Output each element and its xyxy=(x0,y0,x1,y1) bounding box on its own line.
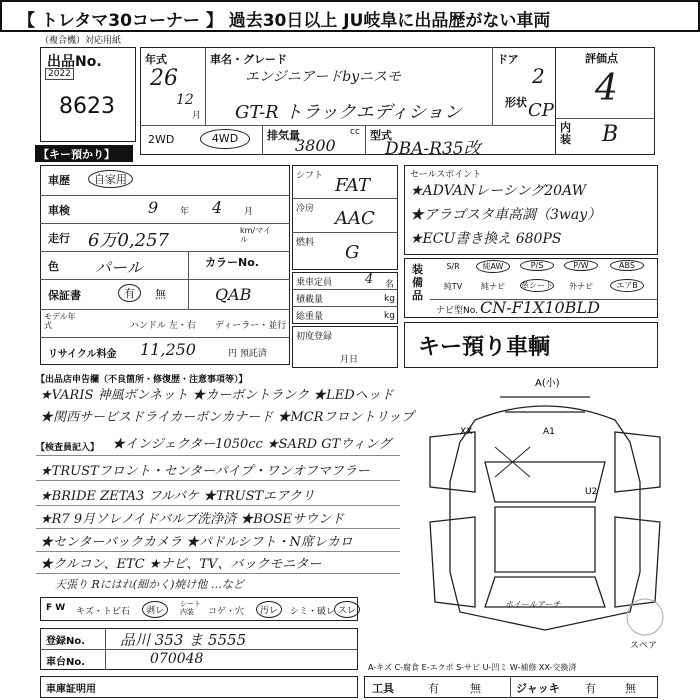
ac-value: AAC xyxy=(335,208,375,229)
lot-number: 8623 xyxy=(59,94,115,119)
gross-unit: kg xyxy=(384,311,395,321)
name-label: 車名・グレード xyxy=(210,53,287,66)
car-body-outline xyxy=(450,406,640,630)
warranty-yes: 有 xyxy=(118,284,141,302)
tools-label: 工具 xyxy=(372,682,394,695)
cond-peel: 剥レ xyxy=(142,601,168,618)
tools-box xyxy=(364,676,658,698)
bottom-mark: ホイールアーチ xyxy=(505,600,561,609)
lot-box xyxy=(40,47,136,142)
displacement-label: 排気量 xyxy=(267,129,300,142)
inspector-line-2: ★BRIDE ZETA3 フルバケ ★TRUSTエアクリ xyxy=(40,489,315,504)
info-label: 【出品店申告欄（不良箇所・修復歴・注意事項等）】 xyxy=(36,375,248,385)
inspector-label: 【検査員記入】 xyxy=(36,443,100,453)
fuel-label: 燃料 xyxy=(296,238,315,248)
navi-model: CN-F1X10BLD xyxy=(480,298,600,317)
key-badge: 【キー預かり】 xyxy=(35,145,133,162)
ac-label: 冷房 xyxy=(296,204,315,214)
equipment-label: 装備品 xyxy=(412,263,423,302)
top-note: （複合機）対応用紙 xyxy=(40,36,122,46)
color-label: 色 xyxy=(48,260,59,273)
year-label: 年式 xyxy=(145,53,167,66)
name-line2: GT-R トラックエディション xyxy=(235,102,462,123)
equip-airbag: エアB xyxy=(610,279,644,292)
shaken-year: 9 xyxy=(148,198,159,217)
info-line-1: ★VARIS 神風ボンネット ★カーボントランク ★LEDヘッド xyxy=(40,388,394,403)
inspector-line-6: 天張り Rにはれ(細かく)焼け他 …など xyxy=(55,578,244,591)
cert-label: 車庫証明用 xyxy=(46,684,96,695)
u2-mark: U2 xyxy=(585,487,598,497)
equip-pw: P/W xyxy=(564,260,598,271)
inspector-line-4: ★センターバックカメラ ★パドルシフト・N席レカロ xyxy=(40,535,353,550)
shift-label: シフト xyxy=(296,171,324,181)
a1-mark: A1 xyxy=(543,427,555,437)
sales-item-3: ★ECU書き換え 680PS xyxy=(410,231,562,247)
top-mark: A(小) xyxy=(535,378,560,389)
capacity-label: 乗車定員 xyxy=(296,278,333,288)
model-value: DBA-R35改 xyxy=(385,139,481,159)
left-front-panel xyxy=(430,432,475,492)
mileage-value: 6万0,257 xyxy=(88,230,169,251)
chassis-label: 車台No. xyxy=(46,657,86,668)
equip-tv: 純TV xyxy=(443,282,463,291)
cond-seat: シート内装 xyxy=(180,600,201,616)
header-bar xyxy=(0,0,700,32)
year-tag: 2022 xyxy=(45,68,74,80)
recycle-amount: 11,250 xyxy=(140,340,196,359)
cond-scuff: スレ xyxy=(334,601,360,618)
history-label: 車歴 xyxy=(48,174,70,187)
color-no-value: QAB xyxy=(215,285,252,304)
first-reg-unit: 月日 xyxy=(340,355,359,365)
capacity-unit: 名 xyxy=(385,280,395,290)
chassis-value: 070048 xyxy=(150,651,204,667)
right-front-panel xyxy=(615,432,660,492)
color-value: パール xyxy=(95,258,143,277)
cond-stain: シミ・破レ xyxy=(290,607,336,617)
tools-yes: 有 xyxy=(428,682,439,695)
equip-abs: ABS xyxy=(610,260,644,271)
shaken-label: 車検 xyxy=(48,204,70,217)
score-value: 4 xyxy=(595,68,618,109)
color-no-label: カラーNo. xyxy=(205,256,259,269)
door-value: 2 xyxy=(532,64,545,88)
spare-circle xyxy=(627,599,663,635)
plate-label: 登録No. xyxy=(46,636,86,647)
history-value: 自家用 xyxy=(88,170,133,188)
score-label: 評価点 xyxy=(585,52,618,65)
sales-item-2: ★アラゴスタ車高調（3way） xyxy=(410,207,602,223)
cond-burn: コゲ・穴 xyxy=(208,607,245,617)
shaken-year-unit: 年 xyxy=(180,207,190,217)
handle-label: ハンドル 左・右 xyxy=(130,321,196,331)
fuel-value: G xyxy=(345,242,360,263)
tools-no: 無 xyxy=(470,682,481,695)
equip-ext-navi: 外ナビ xyxy=(569,282,593,291)
shape-label: 形状 xyxy=(505,96,527,109)
roof xyxy=(495,507,595,572)
mileage-label: 走行 xyxy=(48,232,70,245)
info-line-2: ★関西サービスドライカーボンカナード ★MCRフロントリップ xyxy=(40,410,414,425)
shaken-month-unit: 月 xyxy=(244,207,254,217)
equip-aw: 純AW xyxy=(476,260,510,273)
jack-label: ジャッキ xyxy=(516,682,560,695)
sales-label: セールスポイント xyxy=(410,170,482,180)
shape-value: CP xyxy=(528,100,554,121)
drive-2wd: 2WD xyxy=(148,133,175,146)
cond-dirt: 汚レ xyxy=(256,601,282,618)
cond-scratch: キズ・トビ石 xyxy=(76,607,130,617)
warranty-label: 保証書 xyxy=(48,289,81,302)
inspector-line-1: ★TRUSTフロント・センターパイプ・ワンオフマフラー xyxy=(40,464,370,479)
name-line1: エンジニアードbyニスモ xyxy=(245,69,402,85)
legend: A-キズ C-腐食 E-エクボ S-サビ U-凹ミ W-補修 XX-交換済 xyxy=(368,663,577,672)
navi-label: ナビ型No. xyxy=(436,306,478,316)
header-title: 【 トレタマ30コーナー 】 過去30日以上 JU岐阜に出品歴がない車両 xyxy=(18,11,551,31)
first-reg-label: 初度登録 xyxy=(296,332,333,342)
dealer-label: ディーラー・並行 xyxy=(215,321,287,331)
key-note: キー預り車輌 xyxy=(418,335,551,360)
month-value: 12 xyxy=(176,92,194,108)
interior-label: 内装 xyxy=(560,121,571,146)
equip-sr: S/R xyxy=(446,262,460,271)
jack-no: 無 xyxy=(625,682,636,695)
load-label: 積載量 xyxy=(296,295,324,305)
warranty-no: 無 xyxy=(155,288,166,301)
recycle-label: リサイクル料金 xyxy=(48,349,117,360)
recycle-unit: 円 預託済 xyxy=(228,349,267,359)
inspector-line-3: ★R7 9月ソレノイドバルブ洗浄済 ★BOSEサウンド xyxy=(40,512,345,527)
sales-item-1: ★ADVANレーシング20AW xyxy=(410,183,586,199)
inspector-top: ★インジェクター1050cc ★SARD GTウィング xyxy=(112,437,392,452)
model-label: 型式 xyxy=(370,129,392,142)
interior-value: B xyxy=(602,122,619,147)
car-diagram xyxy=(405,372,695,652)
drive-4wd: 4WD xyxy=(200,129,250,149)
displacement-value: 3800 xyxy=(295,136,336,155)
condition-label: F W xyxy=(46,603,66,613)
jack-yes: 有 xyxy=(585,682,596,695)
equip-leather: 革シート xyxy=(521,281,553,290)
inspector-line-5: ★クルコン、ETC ★ナビ、TV、バックモニター xyxy=(40,557,322,572)
left-rear-panel xyxy=(430,517,475,607)
spare-label: スペア xyxy=(630,641,658,651)
xx-mark: XX xyxy=(460,427,473,437)
shaken-month: 4 xyxy=(212,198,223,217)
month-unit: 月 xyxy=(192,111,202,121)
equip-navi: 純ナビ xyxy=(481,282,505,291)
gross-label: 総重量 xyxy=(296,312,324,322)
year-value: 26 xyxy=(150,66,178,91)
capacity-value: 4 xyxy=(365,272,374,287)
shift-value: FAT xyxy=(335,175,370,196)
right-rear-panel xyxy=(615,517,660,607)
plate-value: 品川 353 ま 5555 xyxy=(120,631,247,649)
equip-ps: P/S xyxy=(520,260,554,271)
cc-unit: cc xyxy=(350,127,360,137)
model-year-label: モデル年式 xyxy=(44,312,76,330)
door-label: ドア xyxy=(497,53,519,66)
mileage-unit: km/マイル xyxy=(240,226,271,244)
lot-label: 出品No. xyxy=(47,54,102,70)
load-unit: kg xyxy=(384,294,395,304)
